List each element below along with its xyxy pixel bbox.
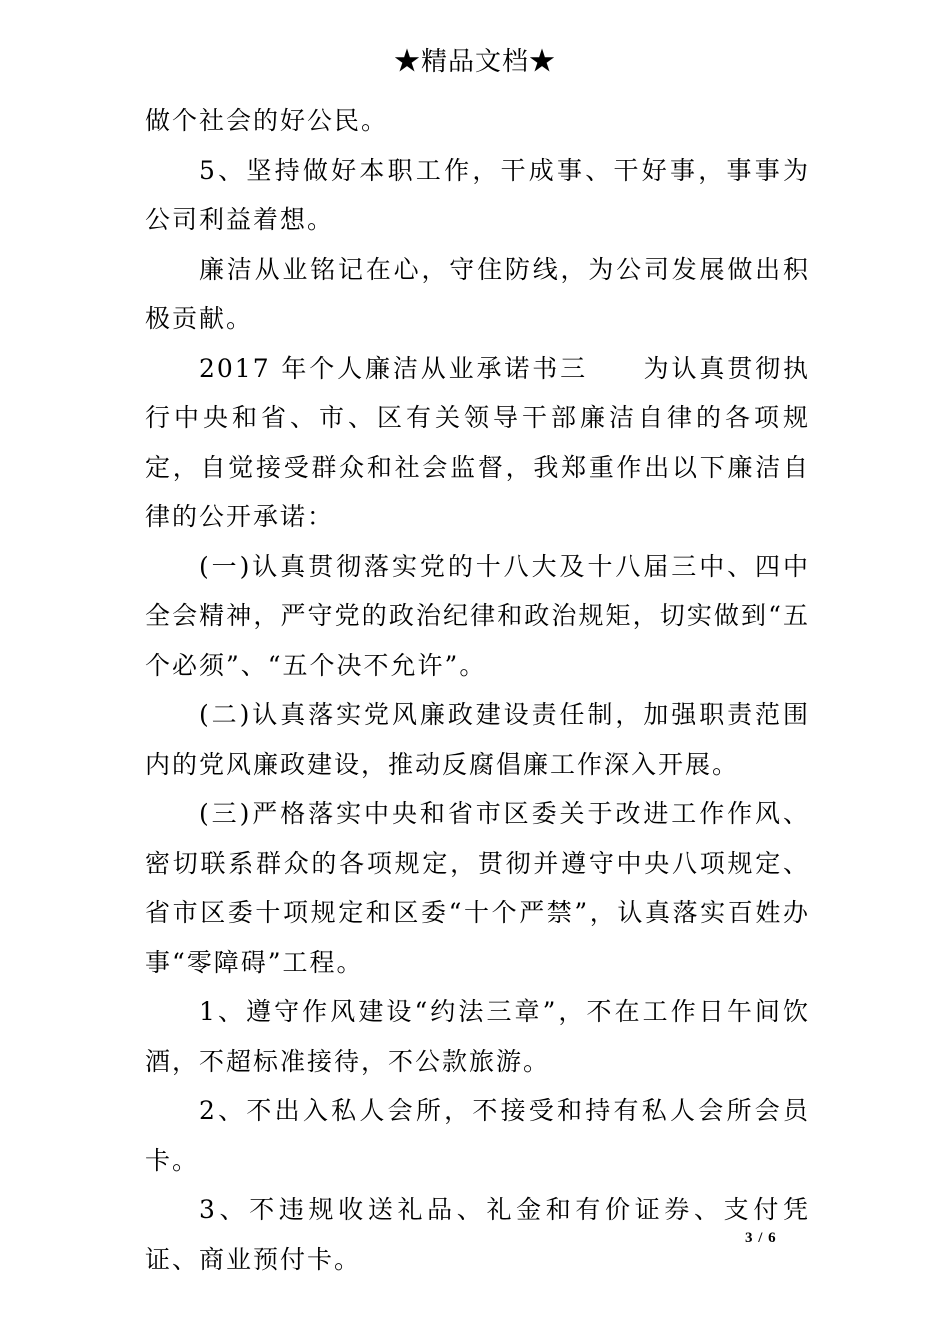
paragraph: (三)严格落实中央和省市区委关于改进工作作风、密切联系群众的各项规定，贯彻并遵守中央八项规定、省市区委十项规定和区委“十个严禁”，认真落实百姓办事“零障碍”工程。 — [145, 799, 810, 977]
page-number: 3 / 6 — [745, 1230, 777, 1246]
paragraph: 1、遵守作风建设“约法三章”，不在工作日午间饮酒，不超标准接待，不公款旅游。 — [145, 997, 810, 1076]
paragraph: 廉洁从业铭记在心，守住防线，为公司发展做出积极贡献。 — [145, 254, 810, 333]
page-header — [0, 44, 950, 80]
header-title: ★精品文档★ — [393, 47, 556, 77]
paragraph: (二)认真落实党风廉政建设责任制，加强职责范围内的党风廉政建设，推动反腐倡廉工作深入开展。 — [145, 700, 810, 779]
paragraph: 做个社会的好公民。 — [145, 106, 389, 135]
document-body — [145, 96, 810, 1284]
paragraph: 2、不出入私人会所，不接受和持有私人会所会员卡。 — [145, 1096, 810, 1175]
paragraph: 3、不违规收送礼品、礼金和有价证券、支付凭证、商业预付卡。 — [145, 1195, 810, 1274]
paragraph: 2017 年个人廉洁从业承诺书三 为认真贯彻执行中央和省、市、区有关领导干部廉洁自律的各项规定，自觉接受群众和社会监督，我郑重作出以下廉洁自律的公开承诺： — [145, 353, 810, 531]
paragraph: (一)认真贯彻落实党的十八大及十八届三中、四中全会精神，严守党的政治纪律和政治规矩，切实做到“五个必须”、“五个决不允许”。 — [145, 551, 810, 680]
paragraph: 5、坚持做好本职工作，干成事、干好事，事事为公司利益着想。 — [145, 155, 810, 234]
